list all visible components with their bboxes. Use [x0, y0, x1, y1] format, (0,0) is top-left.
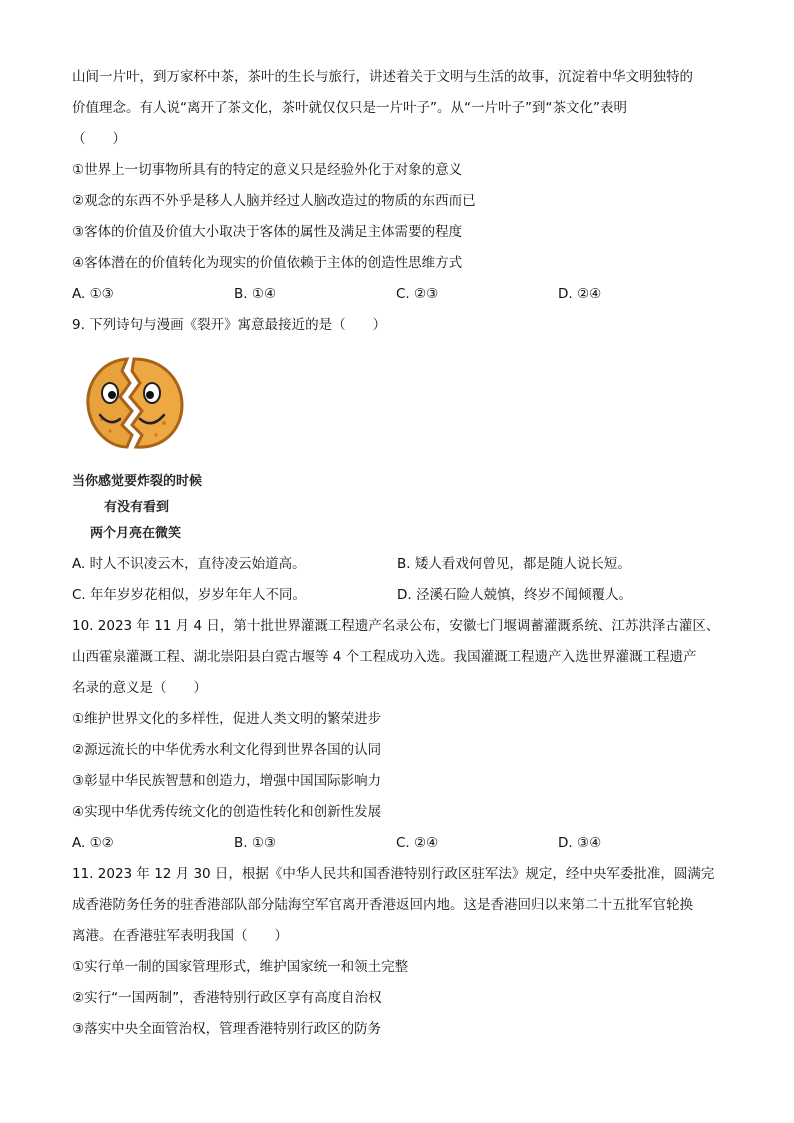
q10-statement-2: ②源远流长的中华优秀水利文化得到世界各国的认同: [72, 742, 382, 758]
q8-statement-2: ②观念的东西不外乎是移人人脑并经过人脑改造过的物质的东西而已: [72, 193, 476, 209]
q10-options: [72, 828, 722, 859]
q8-option-a[interactable]: A. ①③: [72, 286, 114, 302]
q11-stem-line-3: 离港。在香港驻军表明我国（ ）: [72, 928, 288, 944]
cracked-moon-comic: [72, 349, 252, 549]
q8-statement-4: ④客体潜在的价值转化为现实的价值依赖于主体的创造性思维方式: [72, 255, 463, 271]
q9-option-b[interactable]: B. 矮人看戏何曾见，都是随人说长短。: [397, 556, 631, 572]
q8-option-c[interactable]: C. ②③: [396, 286, 439, 302]
comic-caption-line-1: 当你感觉要炸裂的时候: [72, 474, 203, 489]
q9-option-c[interactable]: C. 年年岁岁花相似，岁岁年年人不同。: [72, 587, 307, 603]
q10-stem-line-3: 名录的意义是（ ）: [72, 680, 207, 696]
q10-statement-3: ③彰显中华民族智慧和创造力，增强中国国际影响力: [72, 773, 382, 789]
q8-options: [72, 279, 722, 310]
q11-statement-2: ②实行“一国两制”，香港特别行政区享有高度自治权: [72, 990, 382, 1006]
q8-option-d[interactable]: D. ②④: [558, 286, 602, 302]
comic-illustration: [72, 349, 252, 549]
q9-option-a[interactable]: A. 时人不识凌云木，直待凌云始道高。: [72, 556, 306, 572]
comic-caption-line-2: 有没有看到: [104, 500, 170, 515]
q8-stem-line-2: 价值理念。有人说“离开了茶文化，茶叶就仅仅只是一片叶子”。从“一片叶子”到“茶文化”表明: [72, 100, 627, 116]
question-8: [72, 62, 722, 310]
q10-stem-line-2: 山西霍泉灌溉工程、湖北崇阳县白霓古堰等 4 个工程成功入选。我国灌溉工程遗产入选世界灌溉工程遗产: [72, 649, 697, 665]
q8-answer-blank: （ ）: [72, 131, 126, 147]
question-10: [72, 611, 722, 859]
q9-options-row-2: [72, 580, 722, 611]
q10-option-c[interactable]: C. ②④: [396, 835, 439, 851]
question-11: [72, 859, 722, 1045]
q8-statement-3: ③客体的价值及价值大小取决于客体的属性及满足主体需要的程度: [72, 224, 463, 240]
q9-option-d[interactable]: D. 泾溪石险人兢慎，终岁不闻倾覆人。: [397, 587, 632, 603]
q9-stem: 9. 下列诗句与漫画《裂开》寓意最接近的是（ ）: [72, 317, 387, 333]
q10-statement-4: ④实现中华优秀传统文化的创造性转化和创新性发展: [72, 804, 382, 820]
q10-statement-1: ①维护世界文化的多样性，促进人类文明的繁荣进步: [72, 711, 382, 727]
q10-stem-line-1: 10. 2023 年 11 月 4 日，第十批世界灌溉工程遗产名录公布，安徽七门堰调蓄灌溉系统、江苏洪泽古灌区、: [72, 618, 720, 634]
q8-statement-1: ①世界上一切事物所具有的特定的意义只是经验外化于对象的意义: [72, 162, 463, 178]
q8-option-b[interactable]: B. ①④: [234, 286, 277, 302]
q10-option-a[interactable]: A. ①②: [72, 835, 114, 851]
question-9: [72, 310, 722, 611]
q11-statement-3: ③落实中央全面管治权，管理香港特别行政区的防务: [72, 1021, 382, 1037]
exam-page: [72, 62, 722, 1045]
q10-option-b[interactable]: B. ①③: [234, 835, 277, 851]
q9-options-row-1: [72, 549, 722, 580]
q11-stem-line-2: 成香港防务任务的驻香港部队部分陆海空军官离开香港返回内地。这是香港回归以来第二十五批军官轮换: [72, 897, 693, 913]
q10-option-d[interactable]: D. ③④: [558, 835, 602, 851]
q8-stem-line-1: 山间一片叶，到万家杯中茶，茶叶的生长与旅行，讲述着关于文明与生活的故事，沉淀着中华文明独特的: [72, 69, 693, 85]
comic-caption-line-3: 两个月亮在微笑: [90, 526, 182, 541]
q11-statement-1: ①实行单一制的国家管理形式，维护国家统一和领土完整: [72, 959, 409, 975]
q11-stem-line-1: 11. 2023 年 12 月 30 日，根据《中华人民共和国香港特别行政区驻军法》规定，经中央军委批准，圆满完: [72, 866, 715, 882]
